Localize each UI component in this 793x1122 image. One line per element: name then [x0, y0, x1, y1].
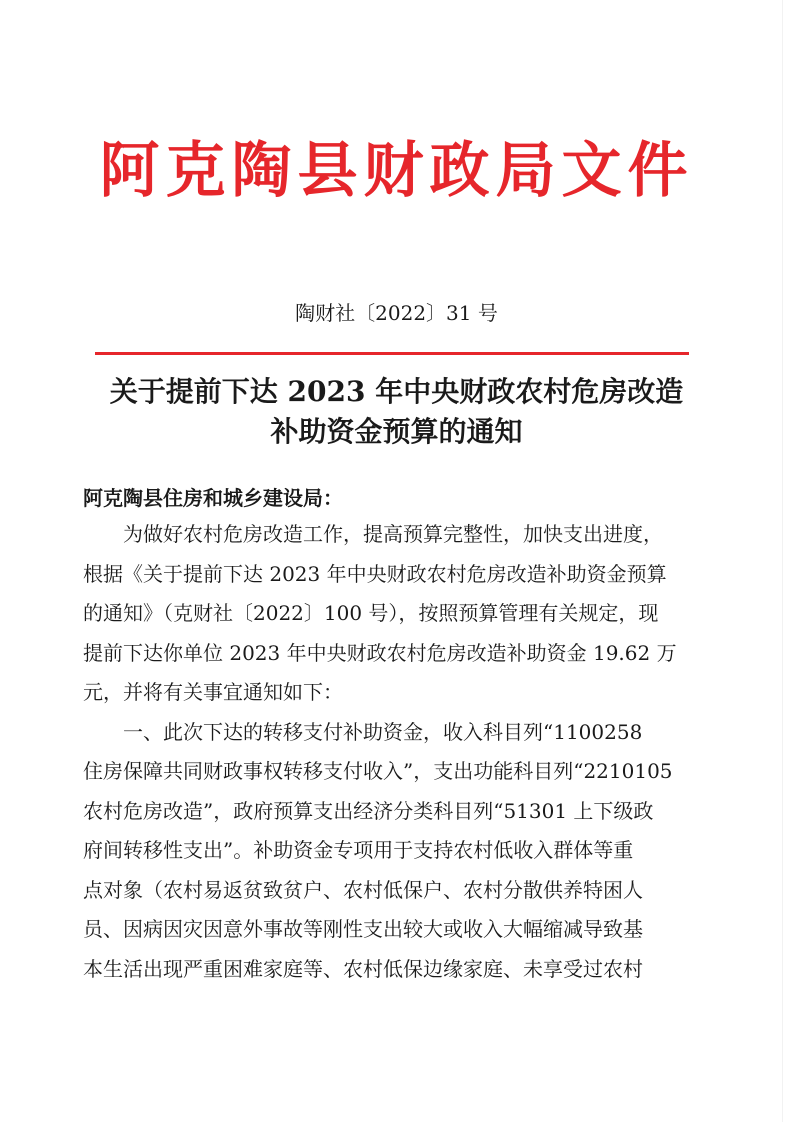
addressee: 阿克陶县住房和城乡建设局： — [83, 486, 343, 510]
issuer-header-title: 阿克陶县财政局文件 — [99, 136, 694, 206]
body-line: 员、因病因灾因意外事故等刚性支出较大或收入大幅缩减导致基 — [83, 917, 643, 941]
document-number: 陶财社〔2022〕31 号 — [295, 301, 498, 325]
body-line: 农村危房改造”，政府预算支出经济分类科目列“51301 上下级政 — [83, 798, 654, 823]
body-line: 的通知》（克财社〔2022〕100 号），按照预算管理有关规定，现 — [83, 601, 659, 625]
body-line: 府间转移性支出”。补助资金专项用于支持农村低收入群体等重 — [83, 838, 634, 862]
body-line: 为做好农村危房改造工作，提高预算完整性，加快支出进度， — [123, 522, 663, 546]
red-separator-line — [95, 352, 689, 355]
body-line: 提前下达你单位 2023 年中央财政农村危房改造补助资金 19.62 万 — [83, 640, 677, 665]
document-subject — [0, 372, 793, 452]
body-line: 住房保障共同财政事权转移支付收入”，支出功能科目列“2210105 — [83, 759, 673, 783]
document-body — [83, 515, 703, 989]
body-line: 元，并将有关事宜通知如下： — [83, 680, 343, 704]
body-line: 本生活出现严重困难家庭等、农村低保边缘家庭、未享受过农村 — [83, 956, 643, 981]
body-line: 点对象（农村易返贫致贫户、农村低保户、农村分散供养特困人 — [83, 877, 643, 902]
body-line: 根据《关于提前下达 2023 年中央财政农村危房改造补助资金预算 — [83, 561, 667, 586]
subject-line-2: 补助资金预算的通知 — [270, 415, 523, 448]
body-line: 一、此次下达的转移支付补助资金，收入科目列“1100258 — [123, 719, 643, 744]
subject-line-1: 关于提前下达 2023 年中央财政农村危房改造 — [109, 375, 684, 408]
